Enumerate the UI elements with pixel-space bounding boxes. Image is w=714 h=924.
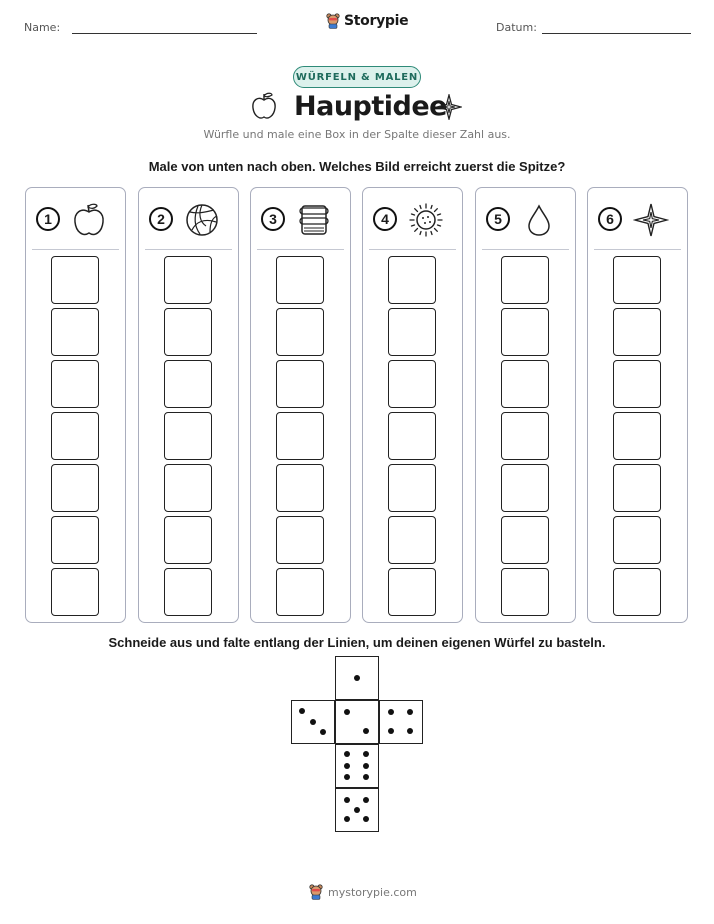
color-box[interactable] <box>613 256 661 304</box>
die-pip <box>363 751 369 757</box>
column-1 <box>25 187 126 623</box>
footer-url: mystorypie.com <box>328 885 417 899</box>
storypie-logo <box>326 13 408 29</box>
name-line <box>72 33 257 34</box>
die-face-1 <box>335 656 379 700</box>
color-box[interactable] <box>501 412 549 460</box>
color-box[interactable] <box>51 308 99 356</box>
die-face-6 <box>335 744 379 788</box>
column-2 <box>138 187 239 623</box>
die-pip <box>407 728 413 734</box>
cut-instruction: Schneide aus und falte entlang der Linien, um deinen eigenen Würfel zu basteln. <box>108 635 606 650</box>
color-box[interactable] <box>164 256 212 304</box>
color-box[interactable] <box>613 412 661 460</box>
color-box[interactable] <box>501 516 549 564</box>
page-title: Hauptidee <box>294 91 447 122</box>
color-box[interactable] <box>164 464 212 512</box>
color-box[interactable] <box>501 568 549 616</box>
color-box[interactable] <box>276 308 324 356</box>
footer <box>309 884 417 900</box>
activity-badge: WÜRFELN & MALEN <box>293 66 421 88</box>
column-5 <box>475 187 576 623</box>
die-pip <box>363 797 369 803</box>
footer-bear-icon <box>309 884 323 900</box>
column-number: 1 <box>36 207 60 231</box>
bear-mascot-icon <box>326 13 340 29</box>
color-box[interactable] <box>501 360 549 408</box>
die-face-3 <box>291 700 335 744</box>
color-box[interactable] <box>276 412 324 460</box>
color-box[interactable] <box>613 464 661 512</box>
die-pip <box>344 763 350 769</box>
color-box[interactable] <box>51 360 99 408</box>
die-pip <box>363 728 369 734</box>
sparkle-star-icon <box>633 202 669 238</box>
name-label: Name: <box>24 21 61 34</box>
color-box[interactable] <box>388 256 436 304</box>
die-pip <box>388 728 394 734</box>
die-pip <box>310 719 316 725</box>
color-box[interactable] <box>276 360 324 408</box>
die-pip <box>344 797 350 803</box>
color-box[interactable] <box>164 516 212 564</box>
color-box[interactable] <box>501 308 549 356</box>
color-box[interactable] <box>388 308 436 356</box>
date-label: Datum: <box>496 21 537 34</box>
color-box[interactable] <box>276 464 324 512</box>
die-pip <box>344 816 350 822</box>
date-line <box>542 33 691 34</box>
volleyball-icon <box>184 202 220 238</box>
column-number: 3 <box>261 207 285 231</box>
die-pip <box>344 774 350 780</box>
die-pip <box>363 816 369 822</box>
die-face-5 <box>335 788 379 832</box>
title-sparkle-icon <box>436 94 462 120</box>
subtitle: Würfle und male eine Box in der Spalte dieser Zahl aus. <box>203 128 511 141</box>
sun-icon <box>408 202 444 238</box>
color-box[interactable] <box>276 568 324 616</box>
color-box[interactable] <box>51 568 99 616</box>
color-box[interactable] <box>388 464 436 512</box>
color-box[interactable] <box>164 568 212 616</box>
logo-text: Storypie <box>344 13 409 29</box>
color-box[interactable] <box>51 412 99 460</box>
water-drop-icon <box>521 202 557 238</box>
die-pip <box>407 709 413 715</box>
die-face-2 <box>335 700 379 744</box>
color-box[interactable] <box>613 568 661 616</box>
die-pip <box>299 708 305 714</box>
apple-icon <box>71 202 107 238</box>
color-box[interactable] <box>501 256 549 304</box>
color-box[interactable] <box>388 568 436 616</box>
die-pip <box>388 709 394 715</box>
die-face-4 <box>379 700 423 744</box>
column-divider <box>257 249 344 250</box>
color-box[interactable] <box>388 412 436 460</box>
die-pip <box>344 709 350 715</box>
die-pip <box>344 751 350 757</box>
column-6 <box>587 187 688 623</box>
column-number: 6 <box>598 207 622 231</box>
column-4 <box>362 187 463 623</box>
die-pip <box>354 807 360 813</box>
column-divider <box>594 249 681 250</box>
color-box[interactable] <box>276 516 324 564</box>
color-box[interactable] <box>164 412 212 460</box>
die-pip <box>320 729 326 735</box>
color-box[interactable] <box>501 464 549 512</box>
sleeping-bag-icon <box>296 202 332 238</box>
color-box[interactable] <box>613 360 661 408</box>
color-box[interactable] <box>613 308 661 356</box>
color-box[interactable] <box>164 360 212 408</box>
color-box[interactable] <box>276 256 324 304</box>
column-number: 2 <box>149 207 173 231</box>
die-pip <box>354 675 360 681</box>
die-pip <box>363 763 369 769</box>
instruction-text: Male von unten nach oben. Welches Bild erreicht zuerst die Spitze? <box>148 159 566 174</box>
column-divider <box>145 249 232 250</box>
color-box[interactable] <box>51 464 99 512</box>
column-divider <box>32 249 119 250</box>
column-divider <box>482 249 569 250</box>
color-box[interactable] <box>51 256 99 304</box>
color-box[interactable] <box>51 516 99 564</box>
color-box[interactable] <box>388 516 436 564</box>
title-apple-icon <box>250 91 278 121</box>
column-3 <box>250 187 351 623</box>
column-number: 4 <box>373 207 397 231</box>
color-box[interactable] <box>388 360 436 408</box>
color-box[interactable] <box>613 516 661 564</box>
column-divider <box>369 249 456 250</box>
die-pip <box>363 774 369 780</box>
color-box[interactable] <box>164 308 212 356</box>
column-number: 5 <box>486 207 510 231</box>
